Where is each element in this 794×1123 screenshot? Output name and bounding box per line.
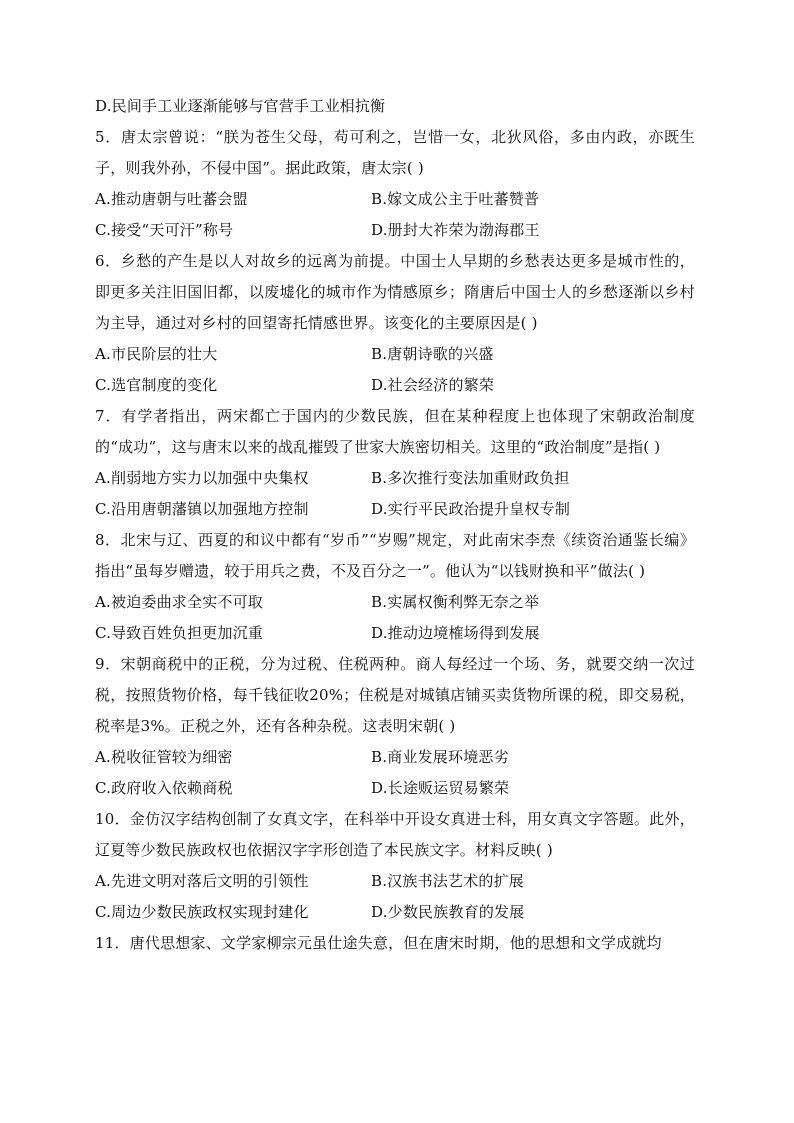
option-b: B.嫁文成公主于吐蕃赞普 [371, 190, 540, 208]
option-b: B.唐朝诗歌的兴盛 [371, 345, 494, 363]
question-stem: 10．金仿汉字结构创制了女真文字，在科举中开设女真进士科，用女真文字答题。此外，辽夏等少数民族政权也依据汉字字形创造了本民族文字。材料反映( ) [95, 810, 695, 859]
option-row [95, 866, 695, 897]
question-stem: 8．北宋与辽、西夏的和议中都有“岁币”“岁赐”规定，对此南宋李焘《续资治通鉴长编》指出“虽每岁赠遗，较于用兵之费，不及百分之一”。他认为“以钱财换和平”做法( ) [95, 531, 695, 580]
option-row [95, 370, 695, 401]
option-row [95, 494, 695, 525]
option-c: C.周边少数民族政权实现封建化 [95, 903, 309, 921]
option-row [95, 742, 695, 773]
question-stem: 5．唐太宗曾说：“朕为苍生父母，苟可利之，岂惜一女，北狄风俗，多由内政，亦既生子，则我外孙，不侵中国”。据此政策，唐太宗( ) [95, 128, 695, 177]
option-d: D.推动边境榷场得到发展 [371, 624, 540, 642]
option-a: A.先进文明对落后文明的引领性 [95, 872, 309, 890]
option-row [95, 773, 695, 804]
question-8 [95, 525, 695, 649]
question-10 [95, 804, 695, 928]
question-6 [95, 246, 695, 401]
option-d: D.长途贩运贸易繁荣 [371, 779, 510, 797]
option-d: D.社会经济的繁荣 [371, 376, 495, 394]
question-stem: 6．乡愁的产生是以人对故乡的远离为前提。中国士人早期的乡愁表达更多是城市性的，即更多关注旧国旧都，以废墟化的城市作为情感原乡；隋唐后中国士人的乡愁逐渐以乡村为主导，通过对乡村的回望寄托情感世界。该变化的主要原因是( ) [95, 252, 695, 332]
question-stem: 9．宋朝商税中的正税，分为过税、住税两种。商人每经过一个场、务，就要交纳一次过税，按照货物价格，每千钱征收20%；住税是对城镇店铺买卖货物所课的税，即交易税，税率是3%。正税之外，还有各种杂税。这表明宋朝( ) [95, 655, 695, 735]
option-b: B.商业发展环境恶劣 [371, 748, 509, 766]
option-row [95, 463, 695, 494]
option-row [95, 587, 695, 618]
option-c: C.导致百姓负担更加沉重 [95, 624, 264, 642]
option-c: C.政府收入依赖商税 [95, 779, 233, 797]
option-d: D.实行平民政治提升皇权专制 [371, 500, 571, 518]
option-b: B.实属权衡利弊无奈之举 [371, 593, 540, 611]
lead-option: D.民间手工业逐渐能够与官营手工业相抗衡 [95, 97, 386, 115]
option-a: A.市民阶层的壮大 [95, 345, 218, 363]
question-5 [95, 122, 695, 246]
option-c: C.沿用唐朝藩镇以加强地方控制 [95, 500, 309, 518]
question-7 [95, 401, 695, 525]
option-b: B.多次推行变法加重财政负担 [371, 469, 570, 487]
option-b: B.汉族书法艺术的扩展 [371, 872, 524, 890]
option-row [95, 339, 695, 370]
option-c: C.接受“天可汗”称号 [95, 221, 234, 239]
option-a: A.税收征管较为细密 [95, 748, 233, 766]
question-stem: 7．有学者指出，两宋都亡于国内的少数民族，但在某种程度上也体现了宋朝政治制度的“成功”，这与唐末以来的战乱摧毁了世家大族密切相关。这里的“政治制度”是指( ) [95, 407, 695, 456]
option-a: A.推动唐朝与吐蕃会盟 [95, 190, 248, 208]
option-row [95, 184, 695, 215]
option-row [95, 897, 695, 928]
option-c: C.选官制度的变化 [95, 376, 218, 394]
question-9 [95, 649, 695, 804]
exam-page [95, 91, 695, 959]
option-a: A.被迫委曲求全实不可取 [95, 593, 264, 611]
option-d: D.少数民族教育的发展 [371, 903, 525, 921]
option-d: D.册封大祚荣为渤海郡王 [371, 221, 540, 239]
question-11-stem: 11．唐代思想家、文学家柳宗元虽仕途失意，但在唐宋时期，他的思想和文学成就均 [95, 934, 662, 952]
option-row [95, 215, 695, 246]
option-row [95, 618, 695, 649]
option-a: A.削弱地方实力以加强中央集权 [95, 469, 309, 487]
